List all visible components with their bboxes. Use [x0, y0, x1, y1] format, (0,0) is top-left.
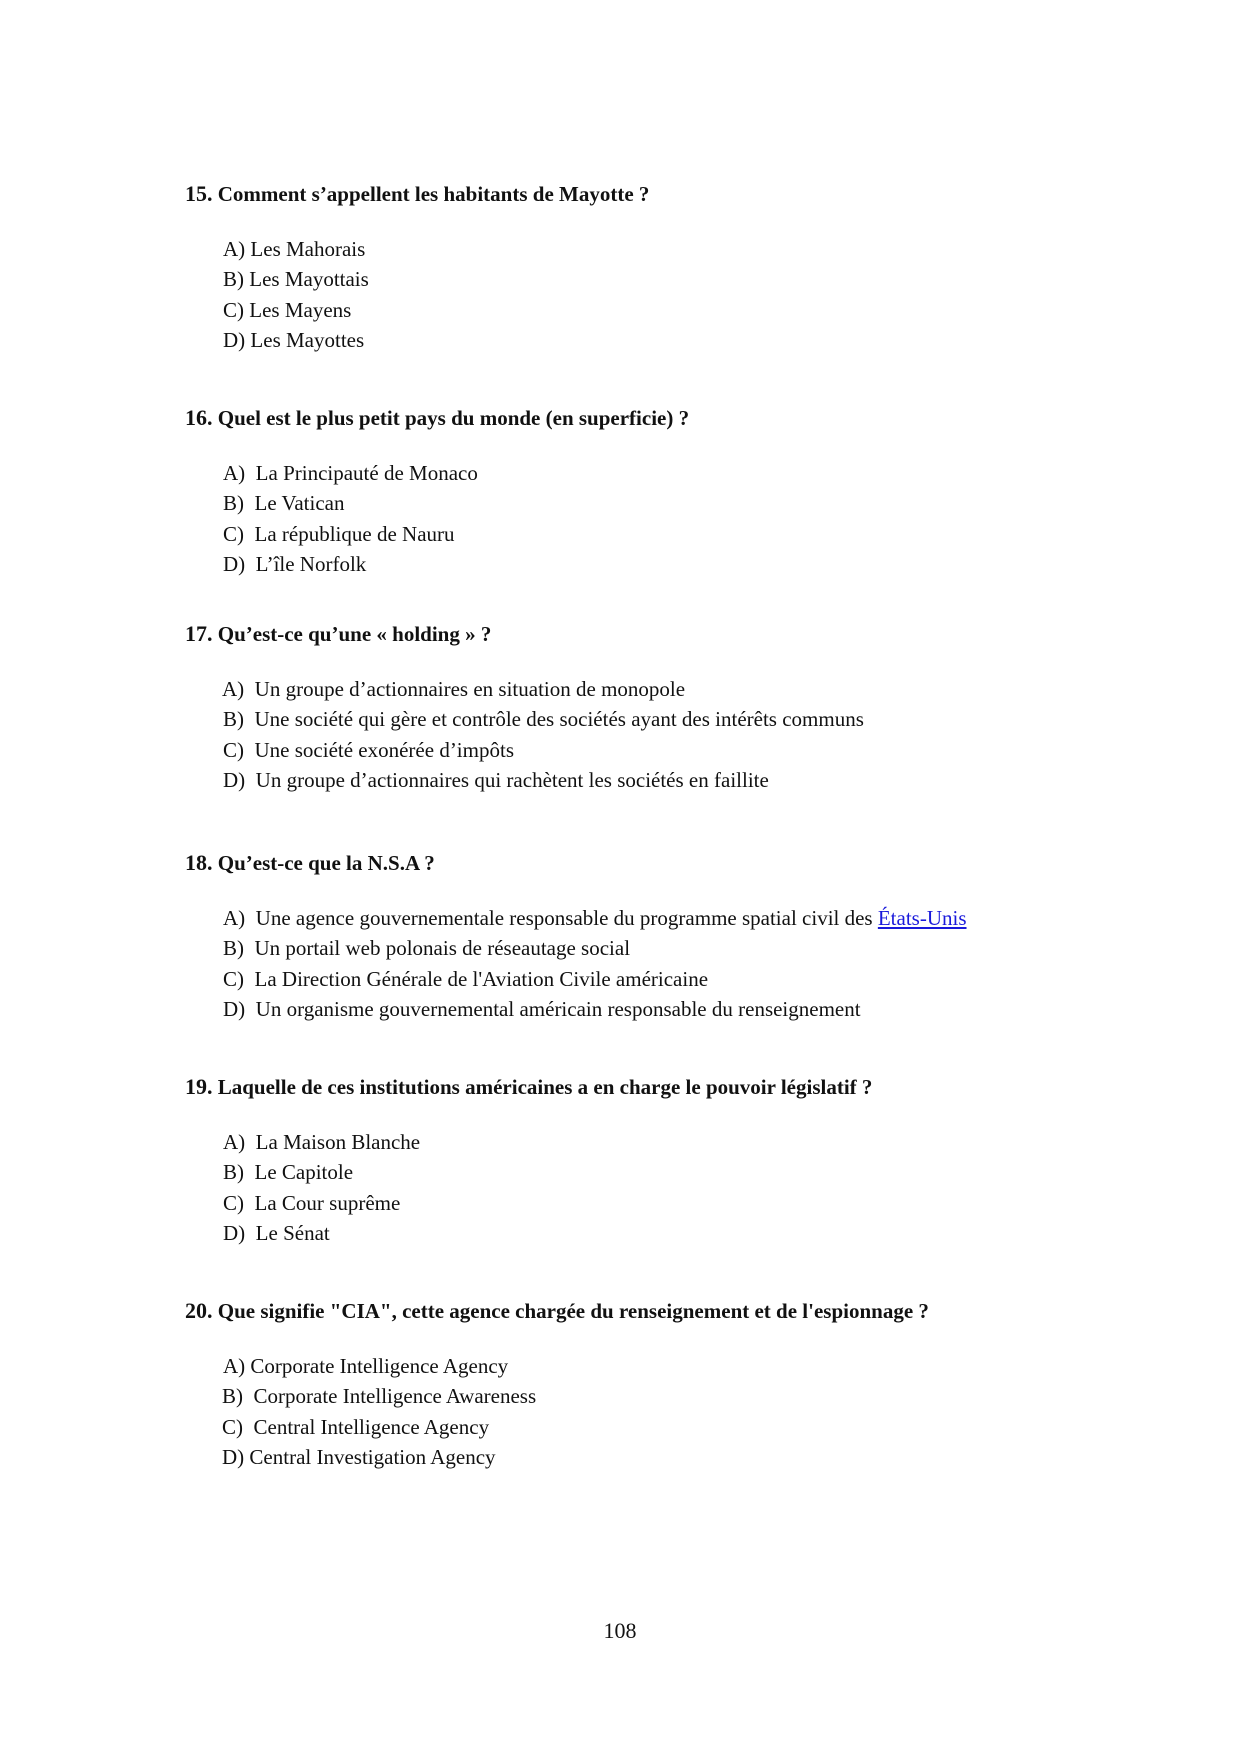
- choice-list: [223, 903, 1085, 1024]
- question-number: 18.: [185, 850, 213, 875]
- choice-letter: A): [223, 906, 246, 930]
- etats-unis-link[interactable]: États-Unis: [877, 906, 967, 930]
- choice-letter: C): [222, 1414, 243, 1439]
- question-text: Quel est le plus petit pays du monde (en superficie) ?: [217, 406, 690, 430]
- choice-letter: C): [223, 1190, 244, 1215]
- choice-text: Un groupe d’actionnaires en situation de monopole: [254, 677, 686, 701]
- question-18: [185, 849, 1085, 1024]
- choice-a: [223, 903, 1085, 933]
- page-number: 108: [603, 1618, 637, 1643]
- choice-letter: A): [223, 1130, 246, 1154]
- choice-text: Un groupe d’actionnaires qui rachètent les sociétés en faillite: [255, 767, 769, 792]
- question-title: [185, 1073, 1085, 1101]
- choice-text: Corporate Intelligence Agency: [250, 1354, 509, 1378]
- choice-letter: A): [223, 237, 246, 261]
- choice-b: [222, 1381, 1085, 1411]
- choice-b: [223, 488, 1085, 518]
- choice-text: Central Investigation Agency: [249, 1444, 496, 1469]
- question-title: [185, 180, 1085, 208]
- question-text: Que signifie "CIA", cette agence chargée du renseignement et de l'espionnage ?: [217, 1299, 929, 1323]
- choice-c: [222, 735, 1085, 765]
- choice-c: [223, 519, 1085, 549]
- question-16: [185, 404, 1085, 579]
- choice-d: [222, 765, 1085, 795]
- question-number: 17.: [185, 621, 213, 646]
- choice-letter: A): [222, 677, 245, 701]
- choice-a: [222, 674, 1085, 704]
- choice-d: [223, 994, 1085, 1024]
- choice-letter: B): [223, 491, 244, 516]
- choice-list: [223, 458, 1085, 579]
- choice-letter: B): [223, 267, 244, 292]
- choice-letter: D): [223, 1220, 246, 1245]
- choice-letter: D): [223, 767, 246, 792]
- question-title: [185, 620, 1085, 648]
- choice-text: Les Mahorais: [250, 237, 366, 261]
- question-title: [185, 849, 1085, 877]
- choice-list: [222, 674, 1085, 795]
- choice-d: [222, 1442, 1085, 1472]
- question-text: Qu’est-ce qu’une « holding » ?: [217, 622, 492, 646]
- choice-d: [223, 325, 1085, 355]
- question-20: [185, 1297, 1085, 1472]
- choice-text: Central Intelligence Agency: [253, 1414, 490, 1439]
- choice-letter: A): [223, 461, 246, 485]
- question-text: Comment s’appellent les habitants de Mayotte ?: [217, 182, 650, 206]
- choice-c: [223, 295, 1085, 325]
- choice-c: [223, 964, 1085, 994]
- choice-letter: D): [223, 551, 246, 576]
- choice-list: [223, 234, 1085, 355]
- choice-text: Un organisme gouvernemental américain responsable du renseignement: [255, 996, 861, 1021]
- choice-text: La Cour suprême: [254, 1190, 401, 1215]
- choice-d: [223, 1218, 1085, 1248]
- choice-letter: C): [223, 737, 244, 762]
- choice-letter: C): [223, 521, 244, 546]
- choice-text: Le Capitole: [254, 1160, 354, 1185]
- choice-c: [222, 1412, 1085, 1442]
- choice-letter: B): [223, 936, 244, 961]
- choice-b: [223, 1157, 1085, 1187]
- choice-letter: C): [223, 297, 244, 322]
- choice-text: Une société exonérée d’impôts: [254, 737, 514, 762]
- question-title: [185, 1297, 1085, 1325]
- choice-a: [223, 234, 1085, 264]
- choice-b: [223, 264, 1085, 294]
- choice-text: Le Vatican: [254, 491, 345, 516]
- choice-text: Un portail web polonais de réseautage social: [254, 936, 631, 961]
- choice-d: [223, 549, 1085, 579]
- choice-letter: B): [222, 1384, 243, 1409]
- choice-list: [222, 1351, 1085, 1472]
- choice-text: L’île Norfolk: [255, 551, 367, 576]
- choice-list: [223, 1127, 1085, 1248]
- choice-letter: C): [223, 966, 244, 991]
- choice-text: Corporate Intelligence Awareness: [253, 1384, 537, 1409]
- choice-text: Une agence gouvernementale responsable du programme spatial civil des: [255, 906, 878, 930]
- question-text: Qu’est-ce que la N.S.A ?: [217, 851, 435, 875]
- choice-text: Les Mayottais: [249, 267, 369, 292]
- choice-text: La Maison Blanche: [255, 1130, 421, 1154]
- choice-letter: D): [223, 327, 246, 352]
- question-number: 15.: [185, 181, 213, 206]
- choice-b: [223, 933, 1085, 963]
- choice-text: Une société qui gère et contrôle des sociétés ayant des intérêts communs: [254, 707, 864, 732]
- choice-letter: B): [223, 707, 244, 732]
- choice-letter: D): [223, 996, 246, 1021]
- choice-a: [222, 1351, 1085, 1381]
- question-number: 19.: [185, 1074, 213, 1099]
- choice-letter: A): [223, 1354, 246, 1378]
- choice-a: [223, 1127, 1085, 1157]
- choice-text: La Direction Générale de l'Aviation Civile américaine: [254, 966, 709, 991]
- choice-b: [222, 704, 1085, 734]
- question-19: [185, 1073, 1085, 1248]
- choice-letter: B): [223, 1160, 244, 1185]
- question-17: [185, 620, 1085, 795]
- choice-text: Le Sénat: [255, 1220, 330, 1245]
- choice-text: La république de Nauru: [254, 521, 455, 546]
- question-number: 20.: [185, 1298, 213, 1323]
- question-title: [185, 404, 1085, 432]
- question-number: 16.: [185, 405, 213, 430]
- choice-text: Les Mayottes: [250, 327, 365, 352]
- choice-letter: D): [222, 1444, 245, 1469]
- choice-c: [223, 1188, 1085, 1218]
- question-15: [185, 180, 1085, 355]
- choice-text: La Principauté de Monaco: [255, 461, 478, 485]
- choice-text: Les Mayens: [249, 297, 352, 322]
- choice-a: [223, 458, 1085, 488]
- question-text: Laquelle de ces institutions américaines a en charge le pouvoir législatif ?: [217, 1075, 873, 1099]
